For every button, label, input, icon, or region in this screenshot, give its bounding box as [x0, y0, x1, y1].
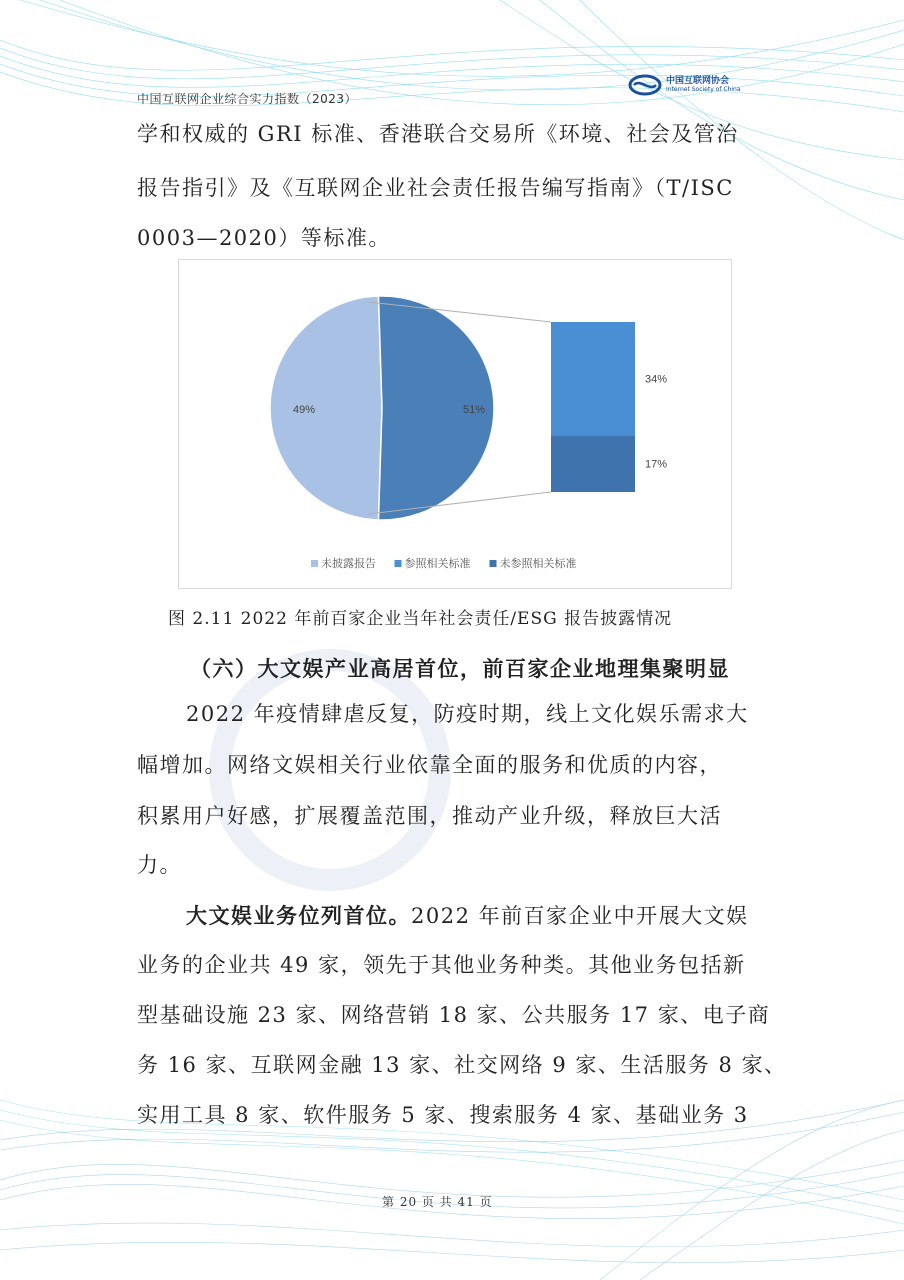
- bar-segment-referenced-standards: [551, 322, 635, 435]
- body-line: 型基础设施 23 家、网络营销 18 家、公共服务 17 家、电子商: [137, 1003, 771, 1027]
- body-line: 报告指引》及《互联网企业社会责任报告编写指南》（T/ISC: [137, 176, 734, 200]
- logo-org-name-en: Internet Society of China: [666, 85, 741, 93]
- body-line: 力。: [137, 853, 182, 877]
- bar-segment-not-referenced-standards: [551, 435, 635, 492]
- isc-logo-icon: [628, 74, 662, 96]
- figure-caption: 图 2.11 2022 年前百家企业当年社会责任/ESG 报告披露情况: [168, 609, 673, 629]
- chart-canvas: [179, 260, 733, 590]
- legend-item-label: 未参照相关标准: [499, 557, 577, 570]
- body-line: 业务的企业共 49 家，领先于其他业务种类。其他业务包括新: [137, 953, 746, 977]
- body-line: 学和权威的 GRI 标准、香港联合交易所《环境、社会及管治: [137, 122, 739, 146]
- bar-segment-label: 17%: [645, 458, 668, 471]
- bar-segment-label: 34%: [645, 373, 668, 386]
- body-line: 0003—2020）等标准。: [137, 226, 391, 250]
- body-line: 务 16 家、互联网金融 13 家、社交网络 9 家、生活服务 8 家、: [137, 1053, 787, 1077]
- paragraph-lead-rest: 2022 年前百家企业中开展大文娱: [411, 904, 749, 928]
- body-line: 幅增加。网络文娱相关行业依靠全面的服务和优质的内容，: [137, 753, 722, 777]
- legend-swatch: [490, 560, 497, 567]
- page-footer: 第 20 页 共 41 页: [382, 1195, 493, 1209]
- legend-swatch: [395, 560, 402, 567]
- pie-slice-not-disclosed: [270, 296, 382, 520]
- isc-logo: [628, 74, 741, 96]
- body-line: [186, 905, 776, 927]
- pie-label-not-disclosed: 49%: [292, 404, 316, 416]
- pie-of-bar-chart: [178, 259, 732, 589]
- legend-item-label: 未披露报告: [321, 557, 376, 570]
- body-line: 积累用户好感，扩展覆盖范围，推动产业升级，释放巨大活: [137, 804, 722, 828]
- legend-swatch: [311, 560, 318, 567]
- body-line: 2022 年疫情肆虐反复，防疫时期，线上文化娱乐需求大: [186, 702, 749, 726]
- pie-label-disclosed: 51%: [462, 404, 486, 416]
- body-line: 实用工具 8 家、软件服务 5 家、搜索服务 4 家、基础业务 3: [137, 1103, 749, 1127]
- paragraph-lead-bold: 大文娱业务位列首位。: [186, 903, 411, 928]
- document-header-title: 中国互联网企业综合实力指数（2023）: [137, 92, 358, 106]
- logo-org-name: 中国互联网协会: [666, 75, 730, 86]
- section-heading: （六）大文娱产业高居首位，前百家企业地理集聚明显: [190, 656, 730, 681]
- legend-item-label: 参照相关标准: [404, 557, 471, 570]
